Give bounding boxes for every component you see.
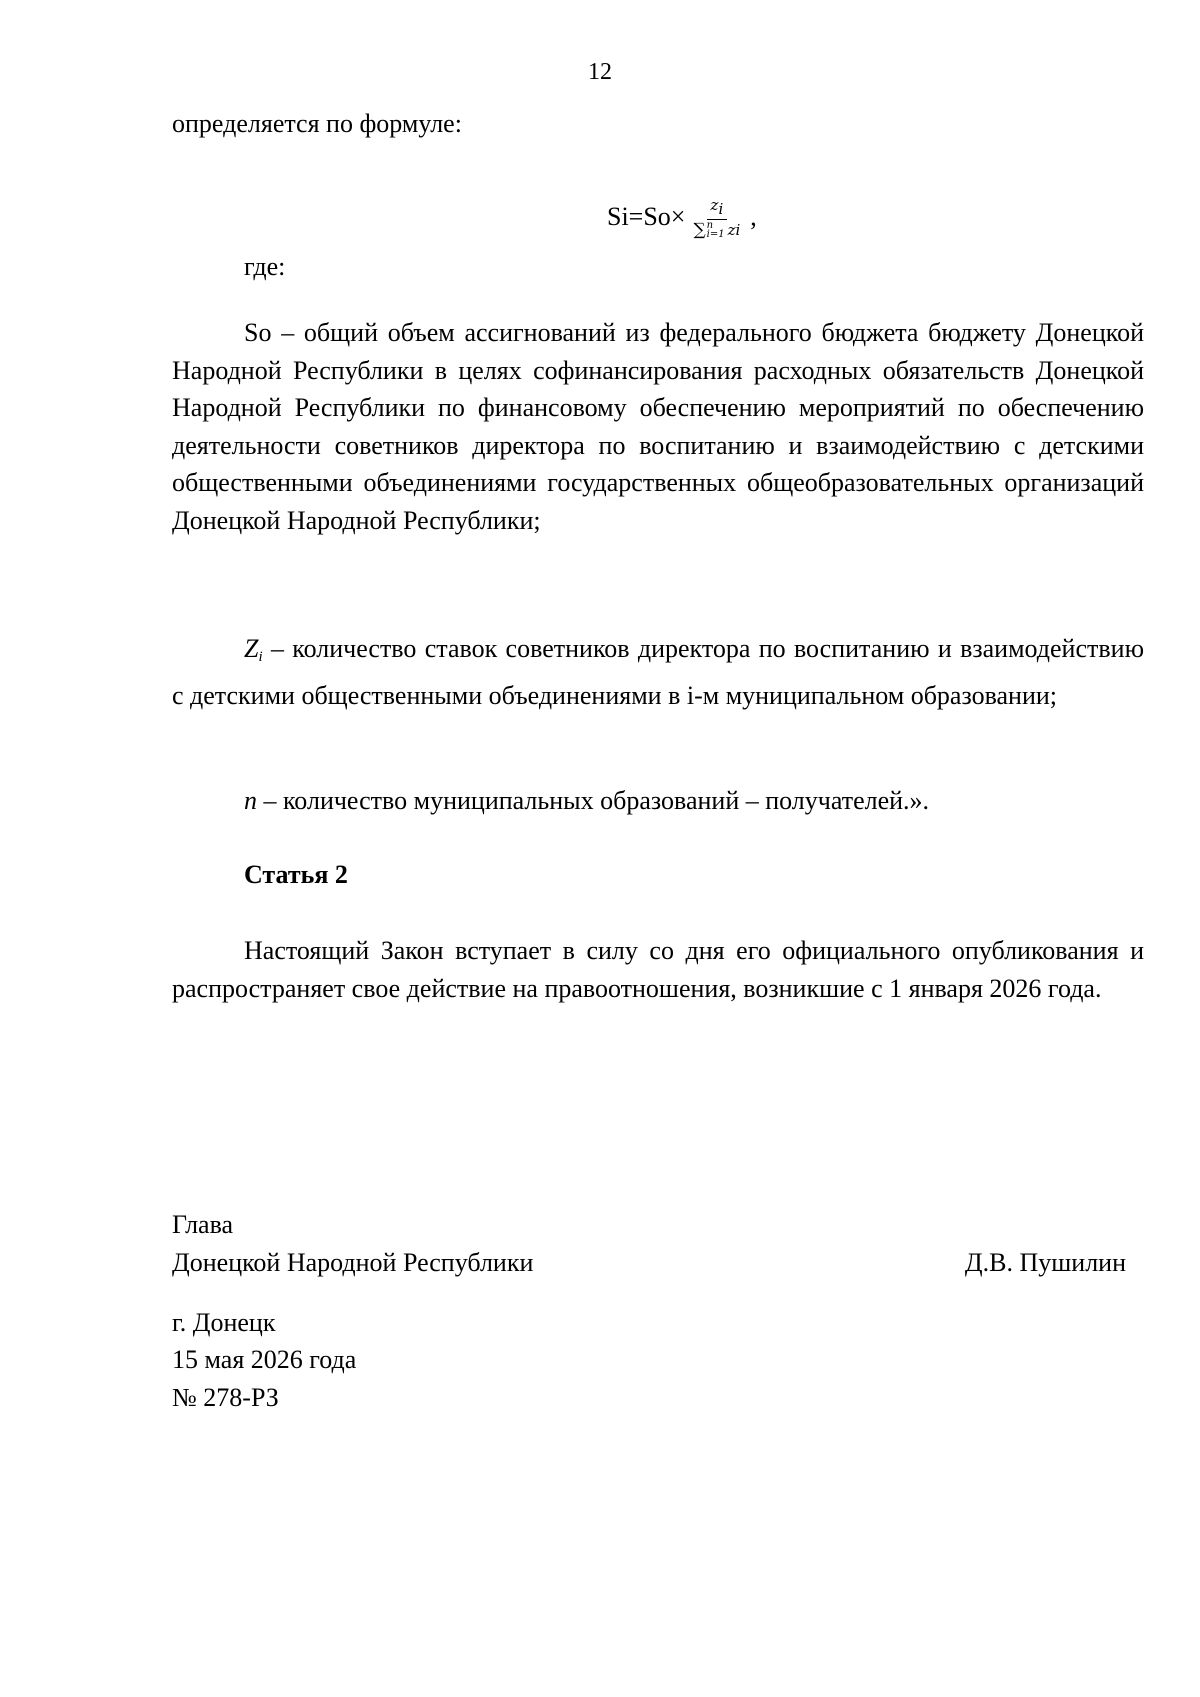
formula-fraction [691,196,742,239]
formula-intro: определяется по формуле: [172,109,462,138]
where-label: где: [244,252,286,281]
article-text: Настоящий Закон вступает в силу со дня его официального опубликования и распространяет свое действие на правоотношения, возникшие с 1 января 2026 года. [172,936,1144,1003]
page-number: 12 [588,59,612,85]
definition-zi: $Z_i$ – количество ставок советников директора по воспитанию и взаимодействию с детскими общественными объединениями в i-м муниципальном образовании; [172,634,1144,710]
date: 15 мая 2026 года [172,1345,357,1374]
definition-n: n – количество муниципальных образований – получателей.». [244,786,930,815]
definition-so: So – общий объем ассигнований из федерального бюджета бюджету Донецкой Народной Республики в целях софинансирования расходных обязательств Донецкой Народной Республики по финансовому обеспечению мероприятий по обеспечению деятельности советников директора по воспитанию и взаимодействию с детскими общественными объединениями государственных общеобразовательных организаций Донецкой Народной Республики; [172,318,1144,535]
signatory-name: Д.В. Пушилин [964,1248,1126,1277]
allocation-formula [607,187,757,247]
signatory-title: Глава [172,1210,234,1239]
formula-comma: , [750,202,757,231]
formula-lhs: Si=So× [607,202,686,231]
place: г. Донецк [172,1308,276,1337]
article-heading: Статья 2 [244,860,348,889]
signatory-position: Донецкой Народной Республики [172,1248,534,1277]
formula-numerator: $z_i$ [707,196,728,220]
sum-symbol: ∑ [693,219,706,240]
formula-denominator: ∑ n i=1 z i [693,219,741,240]
sum-limits: n i=1 [706,219,725,240]
law-number: № 278-РЗ [172,1383,279,1412]
